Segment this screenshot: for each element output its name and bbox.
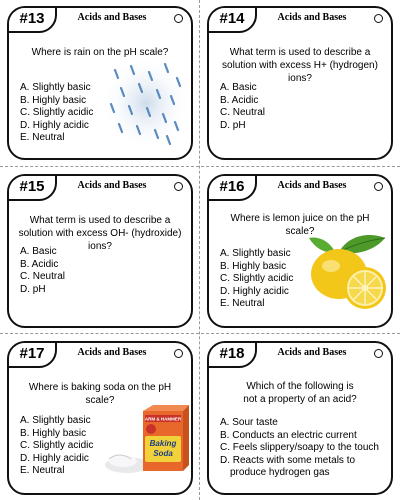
- card-title: Acids and Bases: [77, 180, 147, 191]
- card-title: Acids and Bases: [277, 347, 347, 358]
- answer-option: B. Conducts an electric current: [220, 429, 357, 441]
- card-number: #15: [7, 174, 57, 201]
- answer-option: D. Highly acidic: [20, 452, 89, 464]
- answer-list: [220, 417, 383, 480]
- card-number: #13: [7, 6, 57, 33]
- answer-option: C. Feels slippery/soapy to the touch: [220, 442, 379, 454]
- punch-hole-icon: [174, 14, 183, 23]
- answer-option: C. Neutral: [20, 271, 66, 283]
- answer-option: A. Basic: [20, 246, 57, 257]
- card-number: #16: [207, 174, 257, 201]
- lemon-image: [305, 232, 389, 312]
- question-text: What term is used to describe a solution with excess OH- (hydroxide) ions?: [18, 215, 182, 252]
- vertical-cut-line: [199, 0, 200, 500]
- answer-option: A. Slightly basic: [20, 415, 91, 426]
- task-card-17: [7, 341, 193, 495]
- question-text: Where is baking soda on the pH scale?: [28, 382, 172, 406]
- answer-option: A. Slightly basic: [20, 82, 91, 93]
- punch-hole-icon: [374, 182, 383, 191]
- punch-hole-icon: [374, 14, 383, 23]
- answer-option: D. pH: [220, 119, 246, 131]
- answer-option: C. Slightly acidic: [20, 107, 94, 119]
- answer-option: A. Slightly basic: [220, 248, 291, 259]
- question-text: Which of the following is not a property of an acid?: [243, 381, 357, 405]
- task-card-15: [7, 174, 193, 328]
- question-text: Where is rain on the pH scale?: [31, 47, 169, 58]
- task-card-18: [207, 341, 393, 495]
- answer-list: [20, 246, 65, 296]
- card-number: #14: [207, 6, 257, 33]
- answer-option: C. Slightly acidic: [20, 440, 94, 452]
- answer-option: D. pH: [20, 283, 46, 295]
- box-product-text: Baking: [149, 439, 177, 448]
- punch-hole-icon: [374, 349, 383, 358]
- horizontal-cut-line: [0, 333, 400, 334]
- answer-option: B. Acidic: [20, 258, 59, 270]
- answer-option: D. Highly acidic: [20, 119, 89, 131]
- card-title: Acids and Bases: [77, 12, 147, 23]
- answer-option: A. Basic: [220, 82, 257, 93]
- answer-option: B. Highly basic: [20, 94, 87, 106]
- answer-option: E. Neutral: [220, 298, 265, 310]
- card-title: Acids and Bases: [77, 347, 147, 358]
- answer-option: E. Neutral: [20, 132, 65, 144]
- task-card-14: [207, 6, 393, 160]
- punch-hole-icon: [174, 182, 183, 191]
- answer-list: [20, 82, 93, 145]
- task-card-13: [7, 6, 193, 160]
- card-number: #17: [7, 341, 57, 368]
- card-title: Acids and Bases: [277, 180, 347, 191]
- baking-soda-box-image: [101, 403, 189, 479]
- answer-list: [220, 248, 293, 311]
- question-text: Where is lemon juice on the pH scale?: [230, 213, 370, 237]
- punch-hole-icon: [174, 349, 183, 358]
- horizontal-cut-line: [0, 166, 400, 167]
- answer-option: D. Highly acidic: [220, 285, 289, 297]
- answer-list: [220, 82, 265, 132]
- box-product-text: Soda: [153, 449, 173, 458]
- answer-option: B. Acidic: [220, 94, 259, 106]
- answer-option: B. Highly basic: [20, 427, 87, 439]
- task-card-16: [207, 174, 393, 328]
- answer-option: E. Neutral: [20, 465, 65, 477]
- answer-option: A. Sour taste: [220, 417, 278, 428]
- rain-drops-image: [105, 60, 187, 146]
- answer-list: [20, 415, 93, 478]
- card-title: Acids and Bases: [277, 12, 347, 23]
- answer-option: C. Neutral: [220, 107, 266, 119]
- card-number: #18: [207, 341, 257, 368]
- answer-option: C. Slightly acidic: [220, 273, 294, 285]
- answer-option: D. Reacts with some metals to produce hydrogen gas: [220, 454, 356, 479]
- question-text: What term is used to describe a solution with excess H+ (hydrogen) ions?: [222, 47, 378, 84]
- box-brand-text: ARM & HAMMER: [144, 416, 182, 422]
- answer-option: B. Highly basic: [220, 260, 287, 272]
